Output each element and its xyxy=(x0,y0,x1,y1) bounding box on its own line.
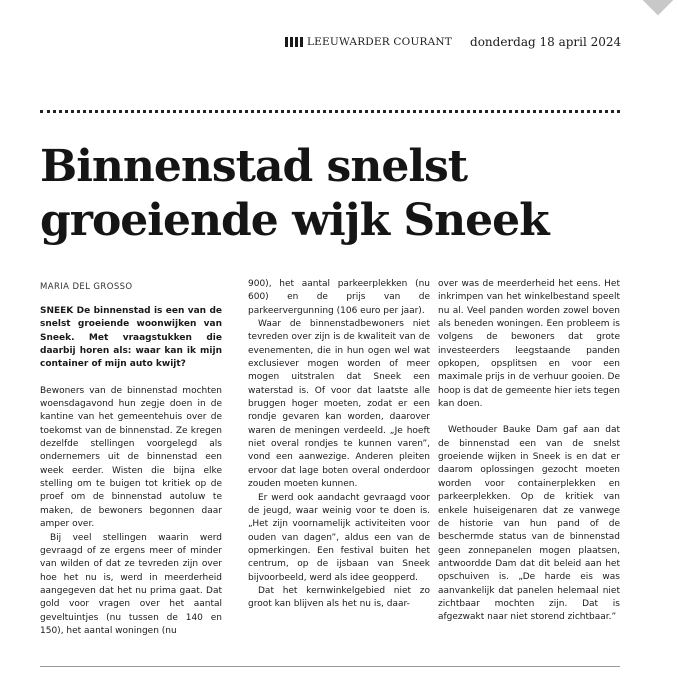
paragraph: over was de meerderheid het eens. Het inkrimpen van het winkelbestand speelt nu al. Veel panden worden zowel boven als beneden woningen. Een probleem is volgens de bewoners dat grote investeerders leegstaande panden opkopen, opsplitsen en voor een maximale prijs in de verhuur gooien. De hoop is dat de gemeente hier iets tegen kan doen. xyxy=(438,279,620,410)
headline-line-1: Binnenstad snelst xyxy=(40,141,468,192)
paragraph: Dat het kernwinkelgebied niet zo groot kan blijven als het nu is, daar- xyxy=(248,585,430,610)
article-column-3 xyxy=(438,278,620,625)
publication-date: donderdag 18 april 2024 xyxy=(470,35,622,49)
newspaper-name: LEEUWARDER COURANT xyxy=(307,36,453,48)
paragraph: Waar de binnenstadbewoners niet tevreden over zijn is de kwaliteit van de evenementen, die in hun ogen wel wat exclusiever mogen worden of meer mogen uitstralen dat Sneek een waterstad is. Of voor dat laatste alle bruggen hoger moeten, zodat er een rondje gevaren kan worden, daarover waren de meningen verdeeld. „Je hoeft niet overal rondjes te kunnen varen”, vond een aanwezige. Anderen pleiten ervoor dat lage boten overal onderdoor zouden moeten kunnen. xyxy=(248,319,430,490)
paragraph: Wethouder Bauke Dam gaf aan dat de binnenstad een van de snelst groeiende wijken in Sneek is en dat er daarom oplossingen gezocht moeten worden voor containerplekken en parkeerplekken. Op de kritiek van enkele huiseigenaren dat ze vanwege de historie van hun pand of de beschermde status van de binnenstad geen zonnepanelen mogen plaatsen, antwoordde Dam dat dit beleid aan het opschuiven is. „De harde eis was aanvankelijk dat panelen helemaal niet zichtbaar mochten zijn. Dat is afgezwakt naar niet storend zichtbaar.” xyxy=(438,425,620,623)
byline: MARIA DEL GROSSO xyxy=(40,282,133,292)
paragraph: Bij veel stellingen waarin werd gevraagd of ze ergens meer of minder van wilden of dat ze tevreden zijn over hoe het nu is, werd in meerderheid aangegeven dat het nu prima gaat. Dat gold voor vragen over het aantal geveltuintjes (nu tussen de 140 en 150), het aantal woningen (nu xyxy=(40,532,222,636)
page-corner-fold xyxy=(631,0,677,20)
paragraph: 900), het aantal parkeerplekken (nu 600) en de prijs van de parkeervergunning (106 euro per jaar). xyxy=(248,279,430,316)
masthead xyxy=(285,34,620,50)
paragraph: Bewoners van de binnenstad mochten woensdagavond hun zegje doen in de kantine van het gemeentehuis over de toekomst van de binnenstad. Ze kregen dezelfde stellingen voorgelegd als ondernemers uit de binnenstad een week eerder. Wisten die bijna elke stelling om te buigen tot kritiek op de proef om de binnenstad autoluw te maken, de bewoners begonnen daar amper over. xyxy=(40,385,222,530)
dotted-divider xyxy=(40,110,620,113)
bottom-rule xyxy=(40,666,620,667)
article-column-2 xyxy=(248,278,430,612)
masthead-bars-icon xyxy=(285,37,303,47)
article-intro: SNEEK De binnenstad is een van de snelst groeiende woonwijken van Sneek. Met vraagstukken die daarbij horen als: waar kan ik mijn container of mijn auto kwijt? xyxy=(40,306,222,370)
article-column-1 xyxy=(40,305,222,638)
article-headline xyxy=(40,140,640,248)
headline-line-2: groeiende wijk Sneek xyxy=(40,195,549,246)
paragraph: Er werd ook aandacht gevraagd voor de jeugd, waar weinig voor te doen is. „Het zijn voornamelijk activiteiten voor ouden van dagen”, aldus een van de opmerkingen. Een festival buiten het centrum, op de ijsbaan van Sneek bijvoorbeeld, werd als idee geopperd. xyxy=(248,492,430,583)
